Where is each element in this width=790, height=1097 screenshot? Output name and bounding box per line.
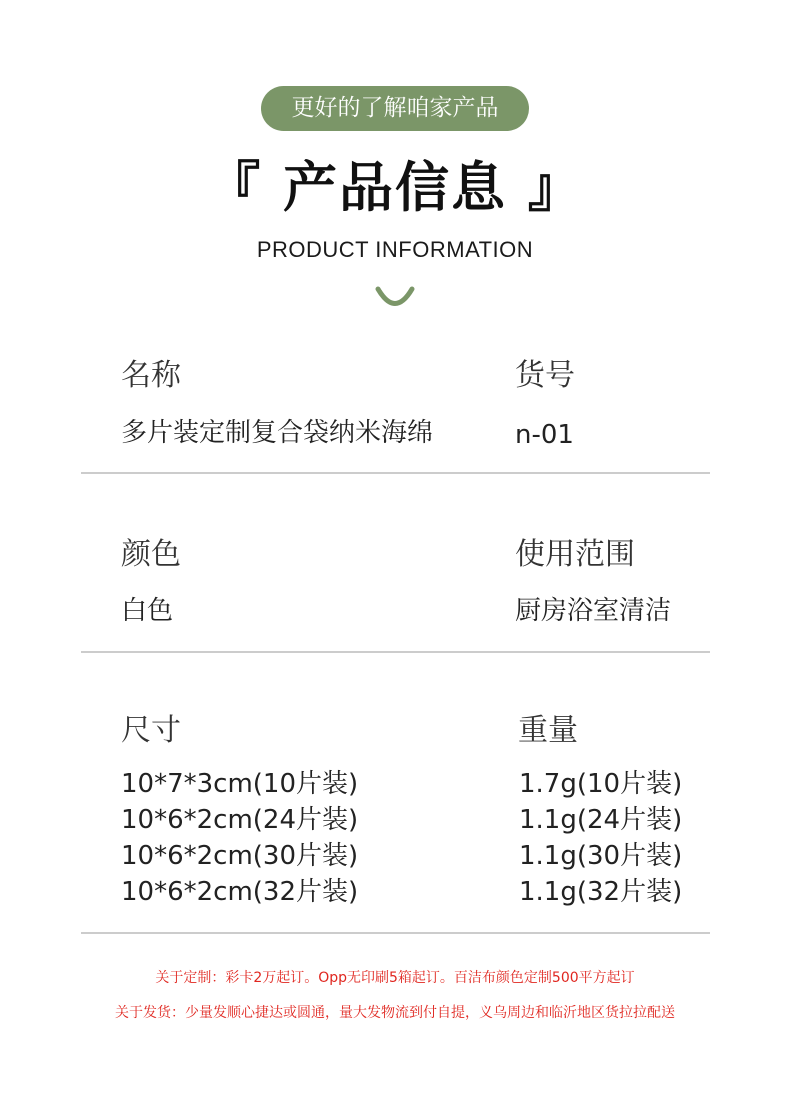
size-values <box>121 766 358 910</box>
item-no-label: 货号 <box>515 358 575 393</box>
size-value: 10*6*2cm(30片装) <box>121 841 359 871</box>
smile-curve-icon <box>374 286 416 310</box>
name-label: 名称 <box>121 358 181 393</box>
size-value: 10*6*2cm(32片装) <box>121 877 359 907</box>
usage-value: 厨房浴室清洁 <box>515 596 672 626</box>
weight-value: 1.7g(10片装) <box>519 769 683 799</box>
color-value: 白色 <box>121 596 174 626</box>
divider <box>81 651 710 653</box>
weight-value: 1.1g(32片装) <box>519 877 683 907</box>
divider <box>81 932 710 934</box>
page-subtitle: PRODUCT INFORMATION <box>256 237 534 262</box>
divider <box>81 472 710 474</box>
color-label: 颜色 <box>121 537 181 572</box>
size-label: 尺寸 <box>121 713 181 748</box>
intro-pill: 更好的了解咱家产品 <box>261 86 529 131</box>
weight-value: 1.1g(24片装) <box>519 805 683 835</box>
weight-value: 1.1g(30片装) <box>519 841 683 871</box>
shipping-note: 关于发货：少量发顺心捷达或圆通，量大发物流到付自提，义乌周边和临沂地区货拉拉配送 <box>115 1005 675 1021</box>
item-no-value: n-01 <box>515 420 574 450</box>
usage-label: 使用范围 <box>515 537 635 572</box>
size-value: 10*6*2cm(24片装) <box>121 805 359 835</box>
weight-label: 重量 <box>518 713 578 748</box>
weight-values <box>519 766 682 910</box>
name-value: 多片装定制复合袋纳米海绵 <box>121 418 434 448</box>
page-title: 『 产品信息 』 <box>206 156 584 219</box>
size-value: 10*7*3cm(10片装) <box>121 769 359 799</box>
customization-note: 关于定制：彩卡2万起订。Opp无印刷5箱起订。百洁布颜色定制500平方起订 <box>155 970 635 986</box>
